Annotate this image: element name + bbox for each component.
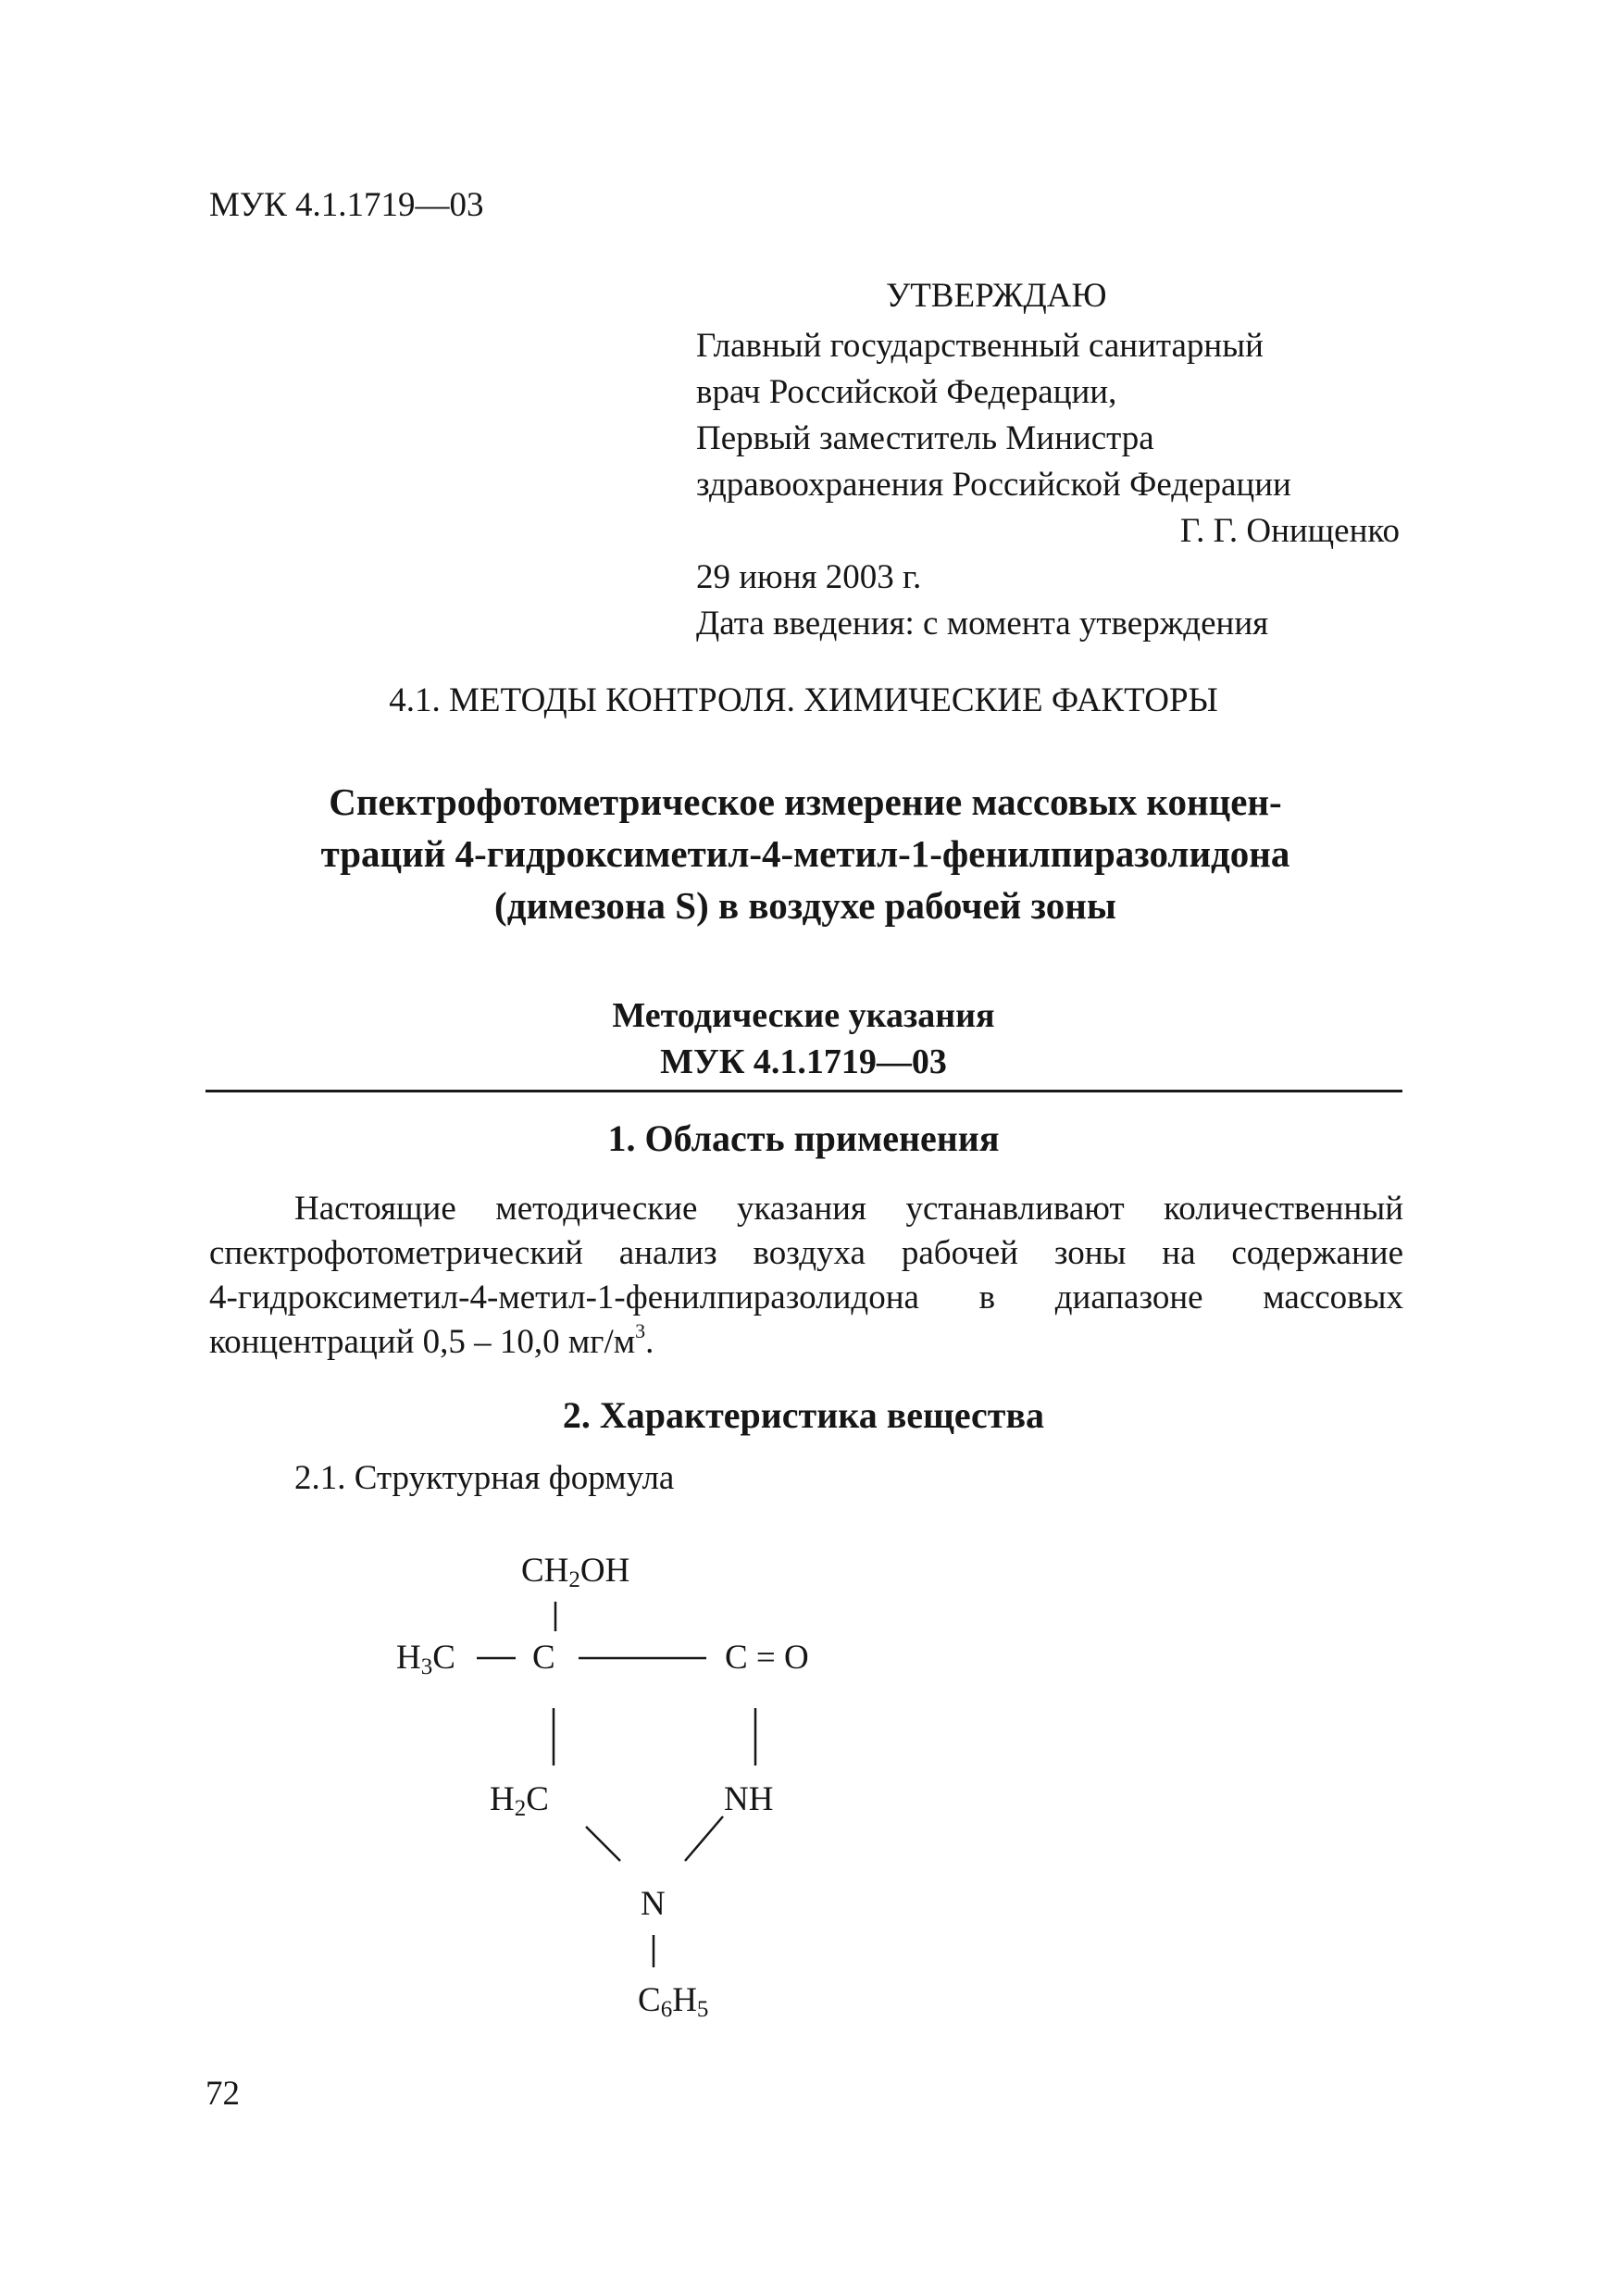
approval-date: 29 июня 2003 г. [696,558,922,596]
approval-block [696,273,1400,647]
effective-date: Дата введения: с момента утверждения [696,605,1269,643]
formula-h3c: H3C [396,1639,455,1679]
subtitle-type: Методические указания [612,996,995,1035]
page-number: 72 [206,2075,240,2113]
subsection-2-1: 2.1. Структурная формула [294,1459,675,1497]
paragraph-line: Настоящие методические указания устанавливают количественный [294,1190,1403,1228]
approval-line: здравоохранения Российской Федерации [696,466,1291,504]
bond-line [586,1827,620,1861]
document-title-line: траций 4-гидроксиметил-4-метил-1-фенилпиразолидона [320,832,1290,875]
formula-c-center: C [532,1639,555,1677]
approval-heading: УТВЕРЖДАЮ [886,277,1107,315]
document-title-line: Спектрофотометрическое измерение массовых концен- [329,780,1282,823]
horizontal-divider [206,1090,1402,1092]
unit-exponent: 3 [635,1319,646,1342]
formula-h2c: H2C [490,1780,549,1821]
formula-nh: NH [724,1780,774,1818]
concentration-range: концентраций 0,5 – 10,0 мг/м [209,1323,636,1361]
paragraph-end: . [645,1323,654,1361]
section-group-title: 4.1. МЕТОДЫ КОНТРОЛЯ. ХИМИЧЕСКИЕ ФАКТОРЫ [389,681,1218,719]
document-code: МУК 4.1.1719—03 [209,186,484,224]
document-title-line: (димезона S) в воздухе рабочей зоны [494,884,1116,927]
formula-c6h5: C6H5 [638,1981,709,2022]
approval-line: врач Российской Федерации, [696,373,1117,411]
approval-line: Первый заместитель Министра [696,419,1154,457]
section-1-heading: 1. Область применения [607,1117,1000,1159]
paragraph-line: 4-гидроксиметил-4-метил-1-фенилпиразолидона в диапазоне массовых [209,1279,1403,1316]
section-2-heading: 2. Характеристика вещества [562,1394,1045,1436]
document-subtitle [0,992,1607,1085]
bond-line [685,1816,723,1861]
formula-ch2oh: CH2OH [521,1552,630,1592]
formula-carbonyl: C = O [725,1639,809,1677]
formula-n: N [641,1885,666,1923]
document-title [167,776,1444,931]
subtitle-code: МУК 4.1.1719—03 [660,1042,947,1081]
approval-line: Главный государственный санитарный [696,327,1264,365]
section-1-paragraph [209,1187,1403,1365]
paragraph-line: спектрофотометрический анализ воздуха рабочей зоны на содержание [209,1234,1403,1272]
approval-signer: Г. Г. Онищенко [1179,512,1400,550]
paragraph-line [209,1320,1403,1365]
